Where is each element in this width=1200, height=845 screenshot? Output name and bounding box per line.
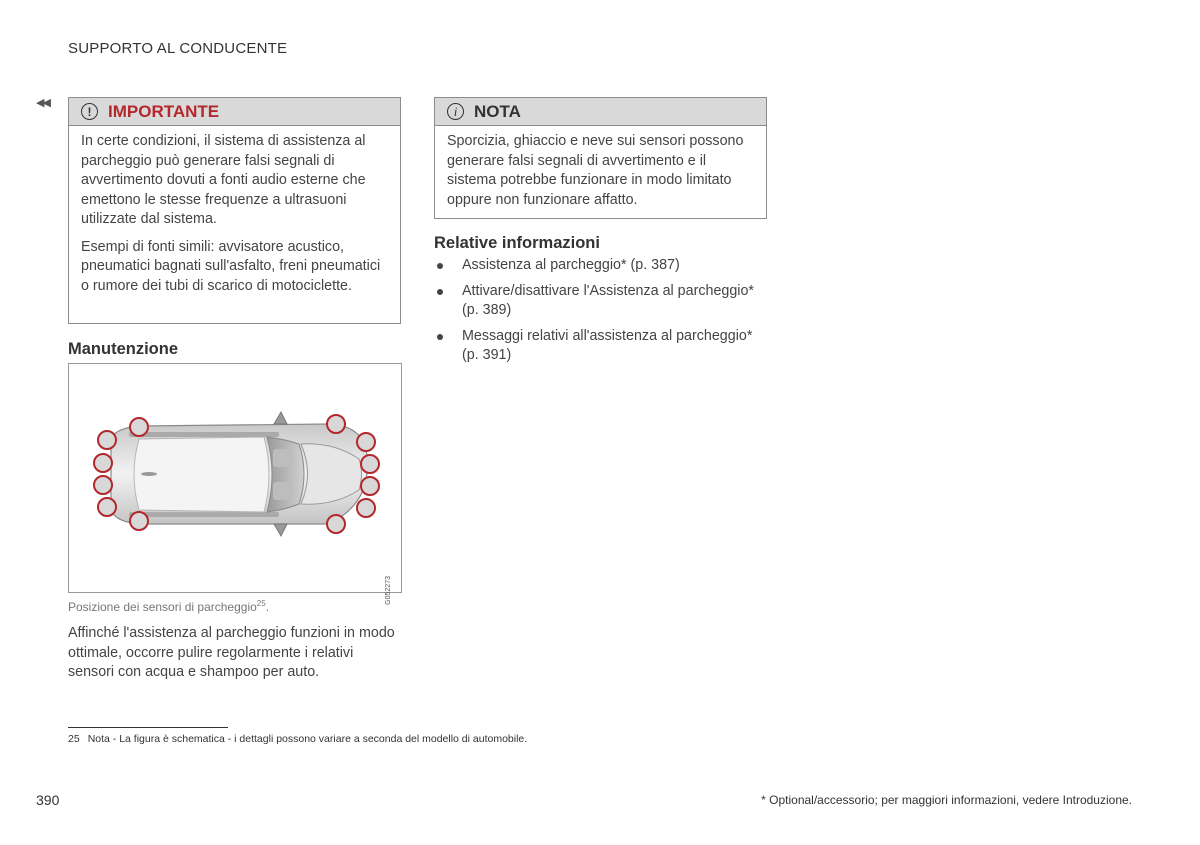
sensor-ring [94, 476, 112, 494]
car-seat [273, 449, 291, 467]
important-box [68, 97, 401, 324]
important-body [69, 126, 400, 304]
related-list [434, 256, 756, 372]
bullet-icon [437, 289, 443, 295]
sensor-ring [361, 455, 379, 473]
footnote [68, 733, 527, 745]
sensor-ring [94, 454, 112, 472]
roof-rail [129, 432, 279, 437]
info-icon: i [447, 103, 464, 120]
maintenance-heading: Manutenzione [68, 340, 178, 358]
footnote-ref: 25 [256, 599, 266, 608]
important-title: IMPORTANTE [108, 101, 220, 121]
sensor-ring [357, 433, 375, 451]
related-heading: Relative informazioni [434, 234, 600, 252]
note-box [434, 97, 767, 219]
related-link-parking-assist[interactable] [434, 256, 756, 276]
sensor-ring [98, 498, 116, 516]
note-paragraph: Sporcizia, ghiaccio e neve sui sensori possono generare falsi segnali di avvertimento e il sistema potrebbe funzionare in modo limitato oppure non funzionare affatto. [447, 133, 744, 208]
sensor-ring [327, 415, 345, 433]
sensor-ring [130, 512, 148, 530]
bullet-icon [437, 334, 443, 340]
sensor-ring [327, 515, 345, 533]
related-link-activate-parking-assist[interactable] [434, 282, 756, 321]
related-link-label[interactable]: Attivare/disattivare l'Assistenza al parcheggio* (p. 389) [462, 282, 754, 318]
figure-caption-text: Posizione dei sensori di parcheggio [68, 600, 257, 614]
section-header: SUPPORTO AL CONDUCENTE [68, 40, 288, 57]
related-link-parking-assist-messages[interactable] [434, 327, 756, 366]
sensor-ring [130, 418, 148, 436]
footnote-number: 25 [68, 733, 80, 745]
important-paragraph: Esempi di fonti simili: avvisatore acustico, pneumatici bagnati sull'asfalto, freni pneumatici o rumore dei tubi di scarico di motociclette. [81, 238, 381, 294]
important-paragraph: In certe condizioni, il sistema di assistenza al parcheggio può generare falsi segnali di avvertimento dovuti a fonti audio esterne che emettono le stesse frequenze a ultrasuoni utilizzate dal sistema. [81, 133, 366, 227]
footnote-text: Nota - La figura è schematica - i dettagli possono variare a seconda del modello di automobile. [87, 733, 528, 745]
page-number: 390 [36, 792, 60, 808]
car-mirror [274, 524, 287, 536]
car-top-view-illustration [69, 364, 401, 592]
footnote-divider [68, 727, 228, 728]
sensor-ring [98, 431, 116, 449]
related-link-label[interactable]: Assistenza al parcheggio* (p. 387) [462, 257, 680, 273]
continued-from-previous-icon: ◀◀ [36, 97, 49, 109]
important-box-header [69, 98, 400, 126]
roof-rail [129, 512, 279, 517]
bullet-icon [437, 263, 443, 269]
figure-caption: Posizione dei sensori di parcheggio$^{25}$. [68, 599, 270, 614]
note-title: NOTA [474, 101, 521, 121]
exclamation-icon: ! [81, 103, 98, 120]
optional-accessory-note: * Optional/accessorio; per maggiori informazioni, vedere Introduzione. [761, 793, 1132, 807]
car-seat [273, 482, 291, 500]
note-box-header [435, 98, 766, 126]
sensor-ring [357, 499, 375, 517]
car-mirror [274, 412, 287, 424]
figure-code: G052273 [385, 576, 392, 605]
car-cabin-glass [267, 437, 304, 512]
rear-logo [141, 472, 157, 476]
maintenance-body: Affinché l'assistenza al parcheggio funzioni in modo ottimale, occorre pulire regolarmente i relativi sensori con acqua e shampoo per auto. [68, 625, 395, 680]
note-body [435, 126, 766, 218]
sensor-ring [361, 477, 379, 495]
related-link-label[interactable]: Messaggi relativi all'assistenza al parcheggio* (p. 391) [462, 327, 753, 363]
